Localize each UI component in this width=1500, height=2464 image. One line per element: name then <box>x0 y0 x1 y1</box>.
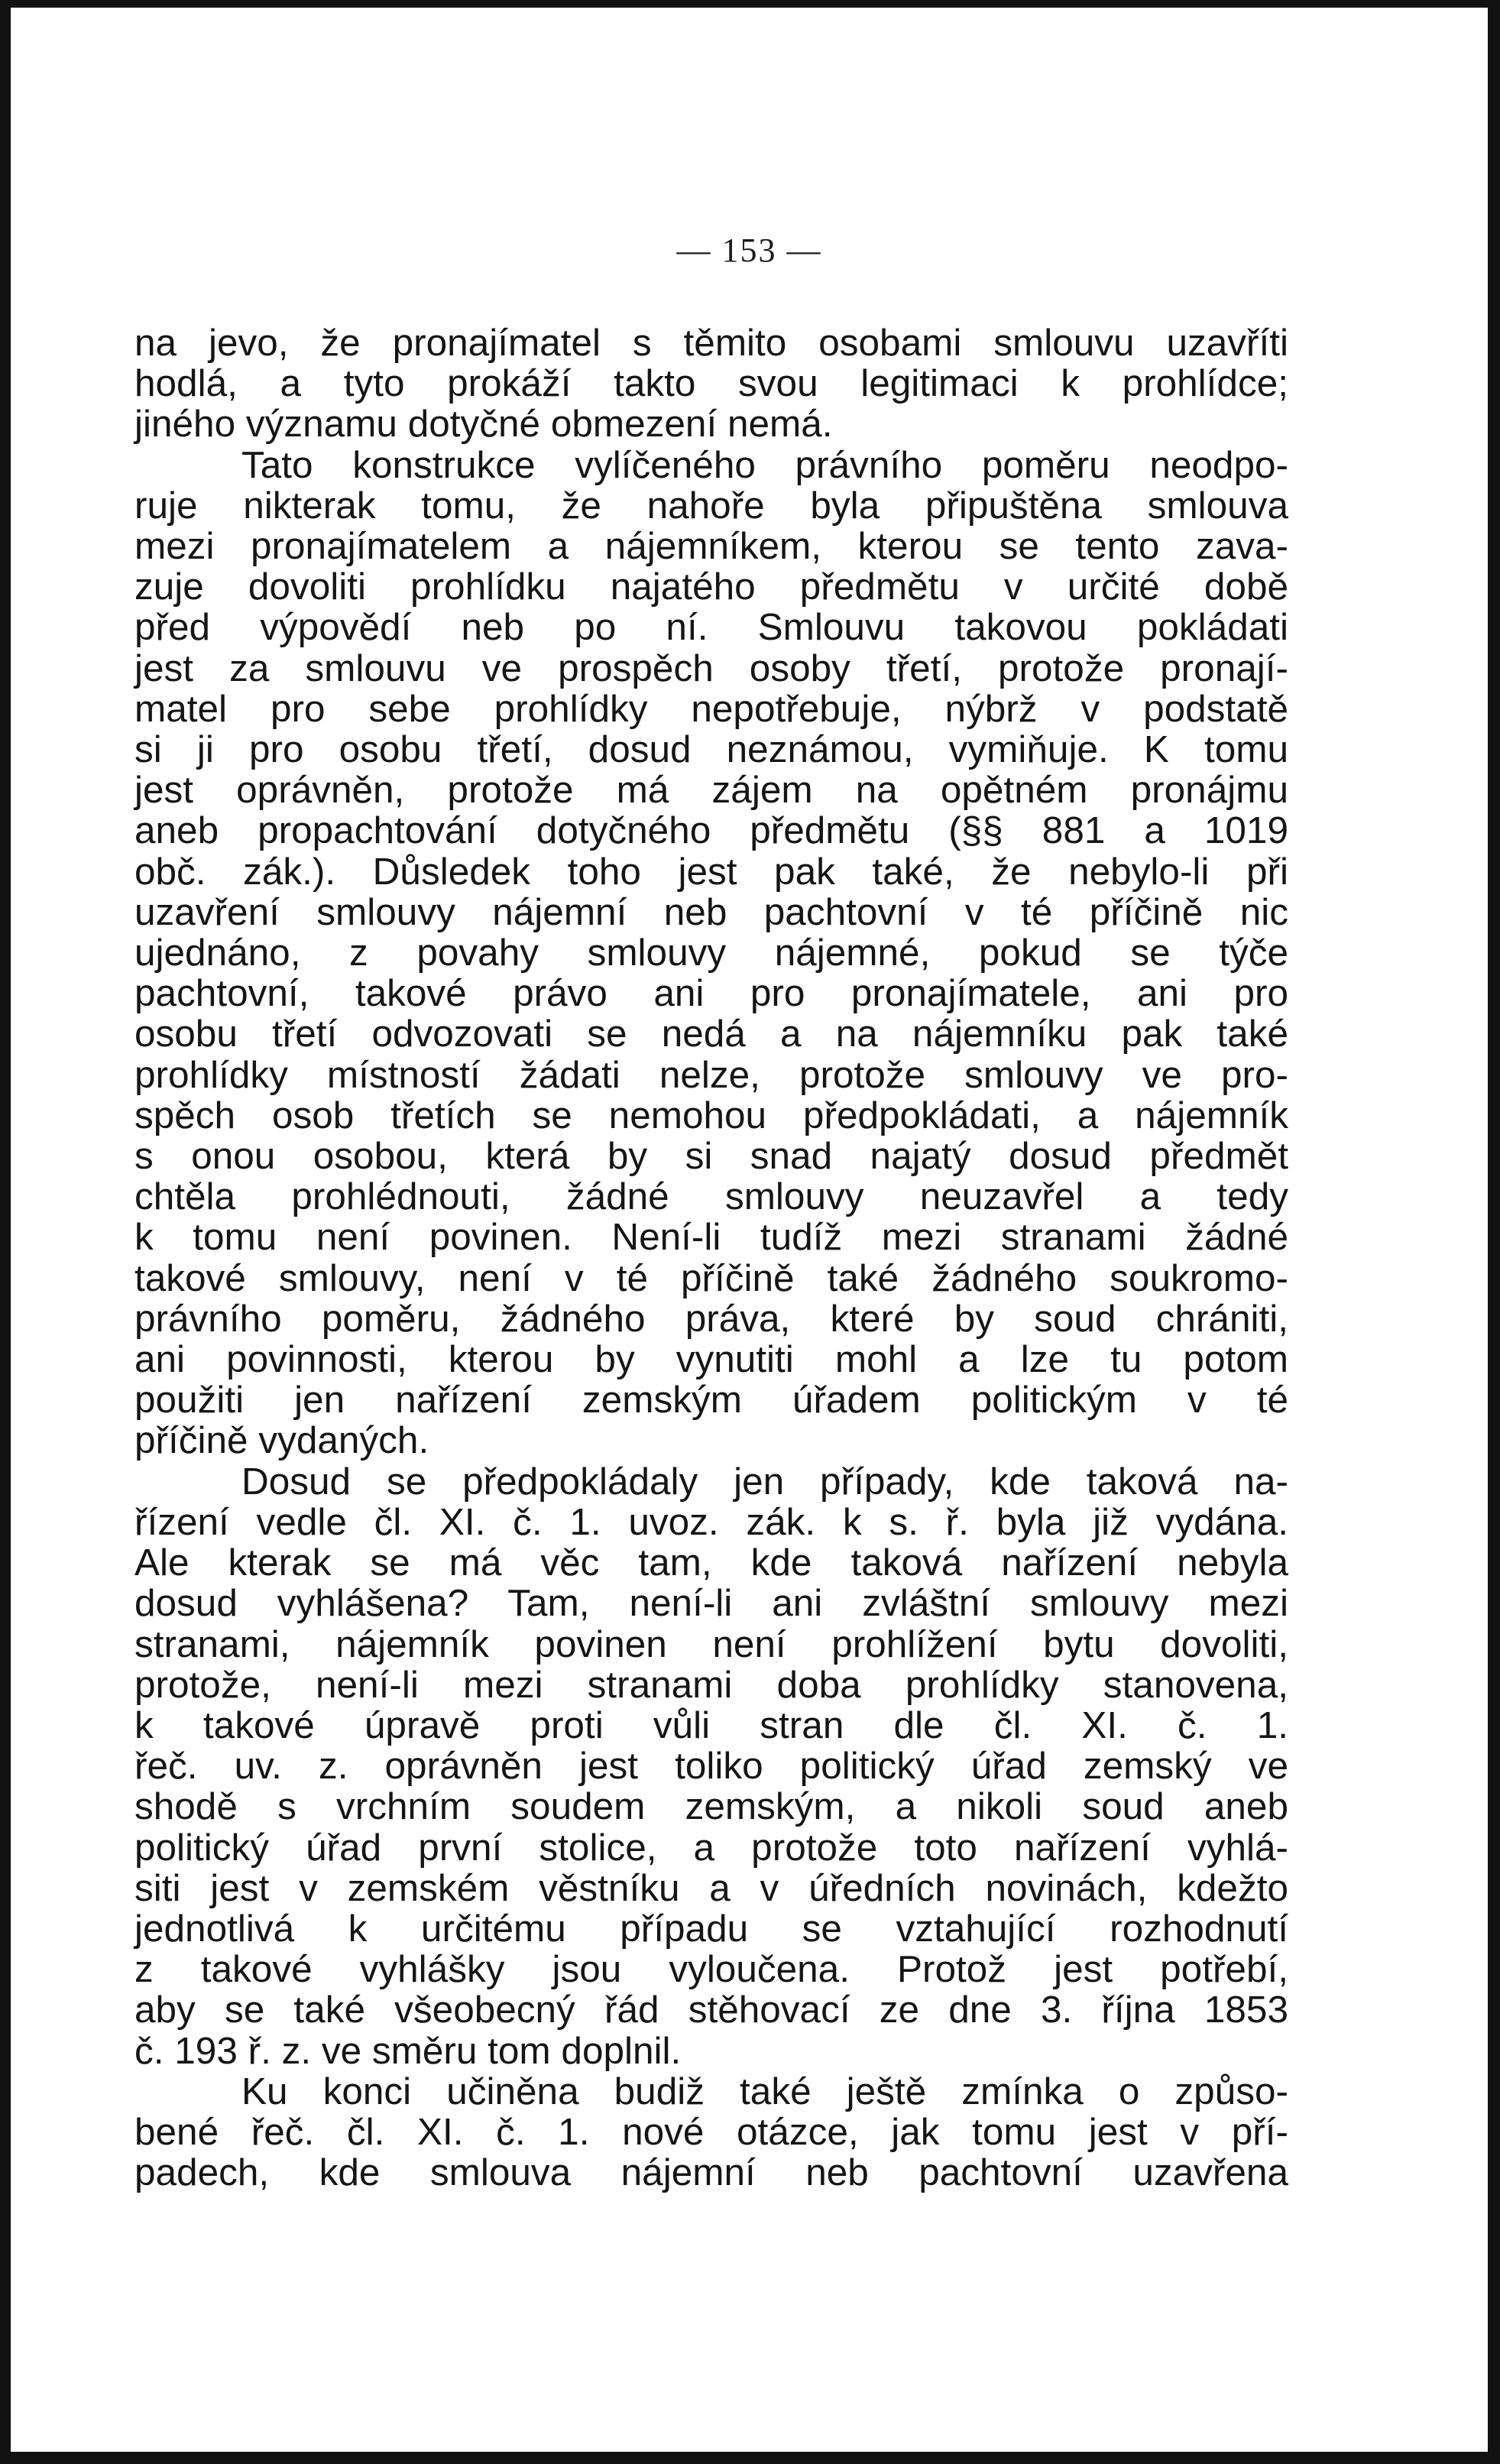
text-line: jiného významu dotyčné obmezení nemá. <box>134 403 833 446</box>
paragraph <box>134 2071 1288 2193</box>
text-line: na jevo, že pronajímatel s těmito osobami smlouvu uzavříti <box>134 322 1288 364</box>
text-line: k takové úpravě proti vůli stran dle čl. XI. č. 1. <box>134 1704 1288 1746</box>
text-line: řeč. uv. z. oprávněn jest toliko politický úřad zemský ve <box>134 1745 1288 1788</box>
text-line: č. 193 ř. z. ve směru tom doplnil. <box>134 2029 682 2072</box>
text-line: chtěla prohlédnouti, žádné smlouvy neuzavřel a tedy <box>134 1175 1288 1218</box>
text-line: hodlá, a tyto prokáží takto svou legitimaci k prohlídce; <box>134 362 1288 405</box>
text-line: padech, kde smlouva nájemní neb pachtovní uzavřena <box>134 2151 1288 2194</box>
text-line: aneb propachtování dotyčného předmětu (§§ 881 a 1019 <box>134 809 1288 852</box>
text-line: aby se také všeobecný řád stěhovací ze dne 3. října 1853 <box>134 1989 1288 2031</box>
paragraph <box>134 323 1288 445</box>
text-line: uzavření smlouvy nájemní neb pachtovní v té příčině nic <box>134 890 1288 933</box>
text-line: Ale kterak se má věc tam, kde taková nařízení nebyla <box>134 1542 1288 1584</box>
text-line: osobu třetí odvozovati se nedá a na nájemníku pak také <box>134 1013 1288 1055</box>
text-line: takové smlouvy, není v té příčině také žádného soukromo- <box>134 1256 1288 1299</box>
paragraph <box>134 1461 1288 2071</box>
paragraph <box>134 445 1288 1461</box>
page-number: — 153 — <box>676 232 822 269</box>
text-line: právního poměru, žádného práva, které by soud chrániti, <box>134 1297 1288 1340</box>
text-line: ani povinnosti, kterou by vynutiti mohl a lze tu potom <box>134 1338 1288 1381</box>
text-line: si ji pro osobu třetí, dosud neznámou, vymiňuje. K tomu <box>134 728 1288 771</box>
text-line: z takové vyhlášky jsou vyloučena. Protož jest potřebí, <box>134 1948 1288 1991</box>
text-line: dosud vyhlášena? Tam, není-li ani zvláštní smlouvy mezi <box>134 1582 1288 1625</box>
text-line: Dosud se předpokládaly jen případy, kde taková na- <box>241 1460 1288 1503</box>
text-line: bené řeč. čl. XI. č. 1. nové otázce, jak tomu jest v pří- <box>134 2110 1288 2153</box>
text-line: zuje dovoliti prohlídku najatého předmětu v určité době <box>134 566 1288 608</box>
text-line: k tomu není povinen. Není-li tudíž mezi stranami žádné <box>134 1216 1288 1259</box>
text-line: obč. zák.). Důsledek toho jest pak také, že nebylo-li při <box>134 850 1288 893</box>
text-line: siti jest v zemském věstníku a v úředních novinách, kdežto <box>134 1866 1288 1909</box>
text-line: s onou osobou, která by si snad najatý dosud předmět <box>134 1135 1288 1178</box>
text-line: prohlídky místností žádati nelze, protože smlouvy ve pro- <box>134 1053 1288 1096</box>
text-line: Tato konstrukce vylíčeného právního poměru neodpo- <box>241 443 1288 486</box>
text-line: stranami, nájemník povinen není prohlížení bytu dovoliti, <box>134 1623 1288 1665</box>
text-line: shodě s vrchním soudem zemským, a nikoli soud aneb <box>134 1785 1288 1828</box>
text-line: politický úřad první stolice, a protože toto nařízení vyhlá- <box>134 1826 1288 1869</box>
text-line: mezi pronajímatelem a nájemníkem, kterou se tento zava- <box>134 525 1288 568</box>
body-text <box>134 323 1288 2193</box>
text-line: protože, není-li mezi stranami doba prohlídky stanovena, <box>134 1663 1288 1706</box>
text-line: pachtovní, takové právo ani pro pronajímatele, ani pro <box>134 972 1288 1015</box>
text-line: jednotlivá k určitému případu se vztahující rozhodnutí <box>134 1907 1288 1950</box>
text-line: před výpovědí neb po ní. Smlouvu takovou pokládati <box>134 606 1288 649</box>
text-line: příčině vydaných. <box>134 1419 429 1462</box>
text-line: Ku konci učiněna budiž také ještě zmínka o způso- <box>241 2070 1288 2112</box>
text-line: matel pro sebe prohlídky nepotřebuje, nýbrž v podstatě <box>134 687 1288 730</box>
text-line: ujednáno, z povahy smlouvy nájemné, pokud se týče <box>134 932 1288 974</box>
text-line: jest za smlouvu ve prospěch osoby třetí, protože pronají- <box>134 647 1288 689</box>
text-line: ruje nikterak tomu, že nahoře byla připuštěna smlouva <box>134 484 1288 527</box>
text-line: řízení vedle čl. XI. č. 1. uvoz. zák. k s. ř. byla již vydána. <box>134 1500 1288 1543</box>
text-line: jest oprávněn, protože má zájem na opětném pronájmu <box>134 769 1288 812</box>
text-line: spěch osob třetích se nemohou předpokládati, a nájemník <box>134 1094 1288 1136</box>
text-line: použiti jen nařízení zemským úřadem politickým v té <box>134 1379 1288 1422</box>
